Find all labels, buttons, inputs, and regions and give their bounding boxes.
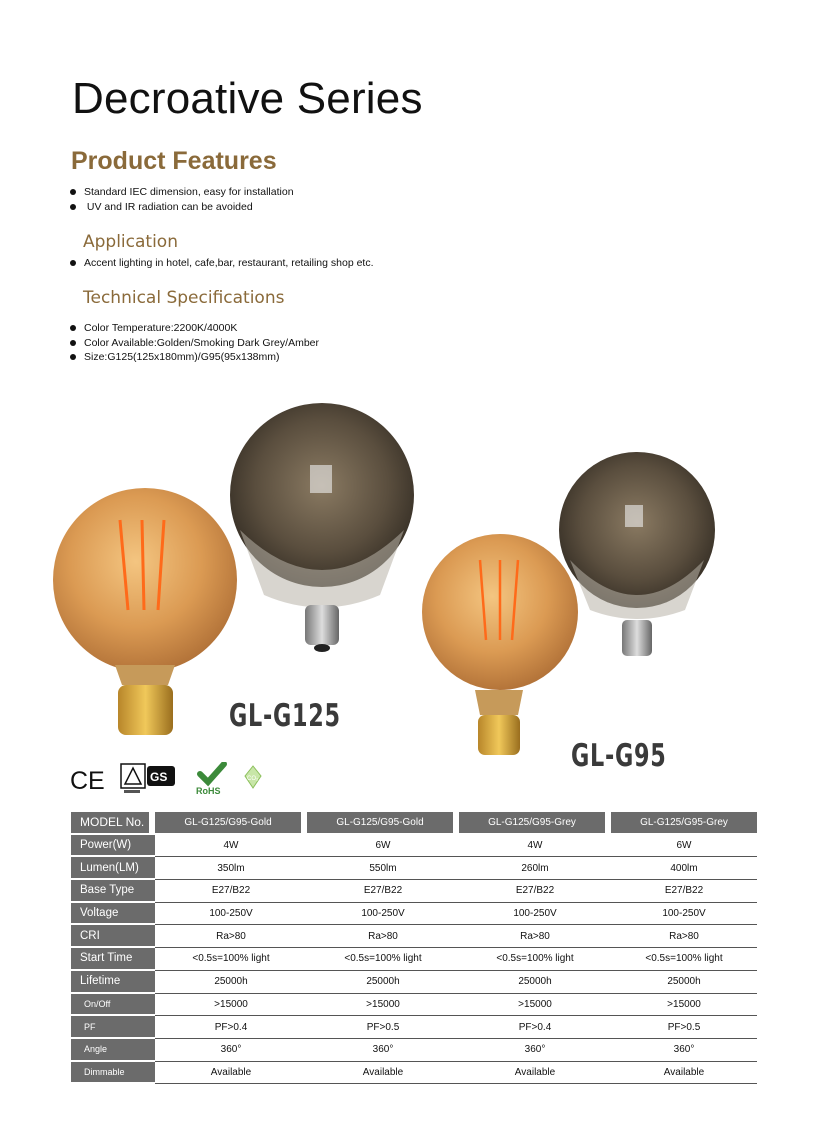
table-cell: 6W: [307, 835, 459, 858]
model-header: GL-G125/G95-Gold: [155, 812, 307, 835]
page-title: Decroative Series: [72, 74, 423, 123]
table-cell: 360°: [155, 1039, 307, 1062]
table-header-row: [71, 812, 757, 835]
table-cell: 100-250V: [155, 903, 307, 926]
amber-bulb-large: [53, 488, 237, 735]
co2-mark-icon: [241, 762, 265, 796]
table-cell: 6W: [611, 835, 757, 858]
row-label: Lumen(LM): [71, 857, 155, 880]
table-cell: PF>0.4: [459, 1016, 611, 1039]
table-cell: 360°: [459, 1039, 611, 1062]
model-header: GL-G125/G95-Grey: [611, 812, 757, 835]
table-cell: >15000: [307, 994, 459, 1017]
bullet-icon: [70, 354, 76, 360]
table-cell: >15000: [155, 994, 307, 1017]
table-row: [71, 903, 757, 926]
row-label: Voltage: [71, 903, 155, 926]
list-item: Size:G125(125x180mm)/G95(95x138mm): [70, 350, 319, 365]
bullet-icon: [70, 189, 76, 195]
table-row: [71, 1039, 757, 1062]
row-label: Lifetime: [71, 971, 155, 994]
svg-text:GS: GS: [150, 770, 168, 784]
table-row: [71, 1062, 757, 1085]
model-header: GL-G125/G95-Gold: [307, 812, 459, 835]
table-cell: E27/B22: [307, 880, 459, 903]
svg-text:RoHS: RoHS: [196, 786, 221, 796]
table-cell: Available: [459, 1062, 611, 1085]
technical-list: [70, 321, 319, 365]
list-item: UV and IR radiation can be avoided: [70, 200, 294, 215]
svg-text:CE: CE: [70, 767, 105, 795]
bullet-icon: [70, 325, 76, 331]
table-row: [71, 971, 757, 994]
row-label: Dimmable: [71, 1062, 155, 1085]
gs-mark-icon: [120, 762, 178, 796]
table-cell: E27/B22: [459, 880, 611, 903]
grey-bulb-small: [559, 452, 715, 656]
list-item: Accent lighting in hotel, cafe,bar, restaurant, retailing shop etc.: [70, 256, 374, 271]
table-cell: 260lm: [459, 857, 611, 880]
product-photo: [40, 380, 780, 780]
table-cell: Available: [611, 1062, 757, 1085]
table-cell: 360°: [611, 1039, 757, 1062]
row-label: Base Type: [71, 880, 155, 903]
table-cell: PF>0.5: [307, 1016, 459, 1039]
row-label: PF: [71, 1016, 155, 1039]
table-row: [71, 857, 757, 880]
table-row: [71, 948, 757, 971]
table-cell: <0.5s=100% light: [611, 948, 757, 971]
features-list: [70, 185, 294, 214]
table-cell: 550lm: [307, 857, 459, 880]
table-cell: 25000h: [459, 971, 611, 994]
table-cell: 350lm: [155, 857, 307, 880]
table-row: [71, 880, 757, 903]
table-cell: 4W: [459, 835, 611, 858]
table-cell: PF>0.5: [611, 1016, 757, 1039]
table-cell: 100-250V: [307, 903, 459, 926]
list-item: Color Available:Golden/Smoking Dark Grey/Amber: [70, 336, 319, 351]
technical-specifications-heading: Technical Specifications: [83, 288, 285, 308]
application-list: [70, 256, 374, 271]
table-cell: Ra>80: [155, 925, 307, 948]
table-cell: Ra>80: [459, 925, 611, 948]
table-cell: 25000h: [611, 971, 757, 994]
row-label: Angle: [71, 1039, 155, 1062]
table-cell: >15000: [611, 994, 757, 1017]
table-row: [71, 994, 757, 1017]
table-cell: Ra>80: [307, 925, 459, 948]
table-cell: E27/B22: [611, 880, 757, 903]
table-row: [71, 925, 757, 948]
list-item: Color Temperature:2200K/4000K: [70, 321, 319, 336]
row-label: On/Off: [71, 994, 155, 1017]
amber-bulb-small: [422, 534, 578, 755]
spec-table: [71, 812, 757, 1084]
table-row: [71, 1016, 757, 1039]
table-cell: Available: [307, 1062, 459, 1085]
row-label: CRI: [71, 925, 155, 948]
model-label-small: GL-G95: [571, 738, 667, 774]
grey-bulb-large: [230, 403, 414, 652]
application-heading: Application: [83, 232, 178, 252]
table-cell: <0.5s=100% light: [459, 948, 611, 971]
table-row: [71, 835, 757, 858]
table-cell: 100-250V: [611, 903, 757, 926]
table-cell: E27/B22: [155, 880, 307, 903]
table-cell: PF>0.4: [155, 1016, 307, 1039]
table-cell: <0.5s=100% light: [155, 948, 307, 971]
table-cell: 400lm: [611, 857, 757, 880]
table-cell: 4W: [155, 835, 307, 858]
table-cell: >15000: [459, 994, 611, 1017]
ce-mark-icon: [70, 762, 106, 796]
bullet-icon: [70, 204, 76, 210]
list-item: Standard IEC dimension, easy for installation: [70, 185, 294, 200]
table-cell: 100-250V: [459, 903, 611, 926]
product-features-heading: Product Features: [71, 147, 277, 175]
table-cell: Ra>80: [611, 925, 757, 948]
bullet-icon: [70, 340, 76, 346]
table-cell: 25000h: [307, 971, 459, 994]
table-cell: Available: [155, 1062, 307, 1085]
rohs-mark-icon: [192, 762, 234, 796]
bullet-icon: [70, 260, 76, 266]
table-cell: 25000h: [155, 971, 307, 994]
row-label: Start Time: [71, 948, 155, 971]
model-header: GL-G125/G95-Grey: [459, 812, 611, 835]
row-label: Power(W): [71, 835, 155, 858]
svg-text:CO₂: CO₂: [247, 776, 259, 782]
model-label-large: GL-G125: [229, 698, 341, 734]
header-label: MODEL No.: [71, 812, 155, 835]
table-cell: 360°: [307, 1039, 459, 1062]
table-cell: <0.5s=100% light: [307, 948, 459, 971]
